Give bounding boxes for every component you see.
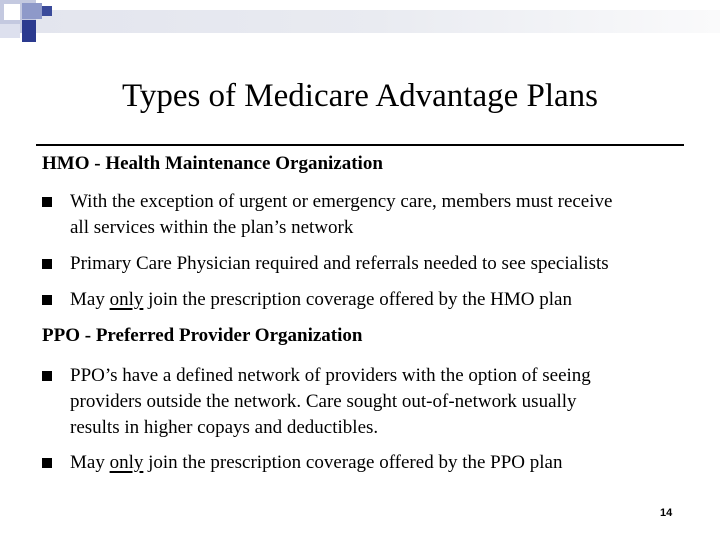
bullet-text-before: May [70, 289, 110, 310]
bullet-text-after: join the prescription coverage offered by the HMO plan [143, 289, 572, 310]
corner-square-mid [22, 3, 42, 19]
corner-square-dark [22, 20, 36, 42]
bullet-marker [42, 371, 52, 381]
bullet-text-before: May [70, 452, 110, 473]
bullet-marker [42, 259, 52, 269]
bullet-text-after: join the prescription coverage offered by the PPO plan [143, 452, 563, 473]
bullet-marker [42, 295, 52, 305]
page-number: 14 [660, 507, 673, 519]
slide-title: Types of Medicare Advantage Plans [121, 78, 599, 114]
hmo-bullet-pcp: Primary Care Physician required and referrals needed to see specialists [70, 253, 609, 274]
title-divider [36, 144, 684, 146]
emphasis-only: only [109, 452, 144, 473]
hmo-bullet-network [70, 189, 690, 241]
corner-square-white [4, 4, 20, 20]
bullet-line: all services within the plan’s network [70, 217, 354, 238]
bullet-line: PPO’s have a defined network of providers with the option of seeing [70, 365, 591, 386]
bullet-marker [42, 458, 52, 468]
hmo-bullet-prescription [70, 287, 690, 313]
header-band [36, 10, 720, 33]
emphasis-only: only [109, 289, 144, 310]
hmo-heading: HMO - Health Maintenance Organization [42, 153, 383, 174]
bullet-line: With the exception of urgent or emergency care, members must receive [70, 191, 613, 212]
bullet-line: providers outside the network. Care sought out-of-network usually [70, 391, 577, 412]
corner-square-pale [0, 24, 20, 38]
bullet-line: results in higher copays and deductibles. [70, 417, 379, 438]
corner-square-dark-top [42, 6, 52, 16]
ppo-bullet-prescription [70, 450, 690, 476]
ppo-heading: PPO - Preferred Provider Organization [42, 325, 363, 346]
bullet-marker [42, 197, 52, 207]
ppo-bullet-network [70, 363, 690, 441]
